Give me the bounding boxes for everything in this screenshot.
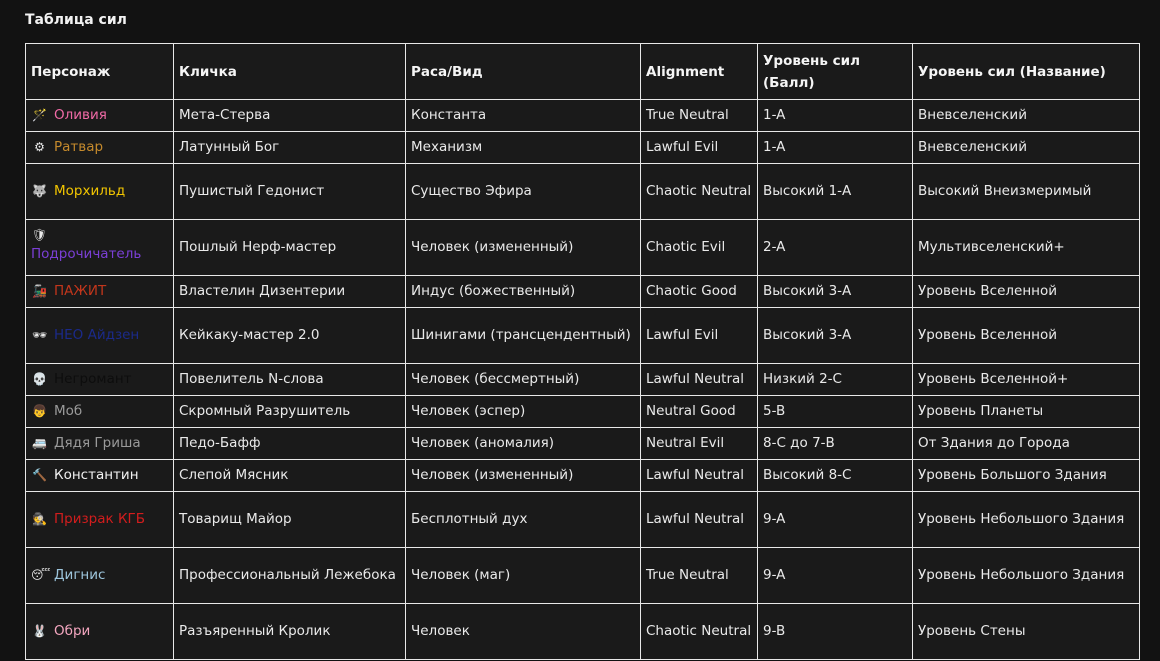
character-name: Константин	[54, 466, 139, 483]
cell-nickname: Мета-Стерва	[174, 100, 406, 132]
detective-icon: 🕵	[32, 512, 47, 527]
character-name: НЕО Айдзен	[54, 326, 140, 343]
cell-level-name: Уровень Вселенной	[913, 308, 1140, 364]
cell-alignment: Neutral Evil	[641, 428, 758, 460]
cell-race: Человек (бессмертный)	[406, 364, 641, 396]
character-name: Призрак КГБ	[54, 510, 146, 527]
cell-level-name: Уровень Стены	[913, 604, 1140, 660]
cell-character	[26, 164, 174, 220]
sleeping-face-icon: 😴	[31, 568, 51, 583]
cell-alignment: Lawful Evil	[641, 308, 758, 364]
shield-icon: 🛡	[31, 227, 48, 242]
cell-race: Человек (измененный)	[406, 220, 641, 276]
cell-level-name: Уровень Большого Здания	[913, 460, 1140, 492]
cell-race: Бесплотный дух	[406, 492, 641, 548]
cell-level-name: Уровень Вселенной+	[913, 364, 1140, 396]
cell-level-score: Высокий 3-A	[758, 308, 913, 364]
header-race: Раса/Вид	[406, 44, 641, 100]
cell-nickname: Пошлый Нерф-мастер	[174, 220, 406, 276]
cell-alignment: Chaotic Evil	[641, 220, 758, 276]
cell-nickname: Кейкаку-мастер 2.0	[174, 308, 406, 364]
wolf-icon: 🐺	[32, 184, 47, 199]
cell-nickname: Разъяренный Кролик	[174, 604, 406, 660]
cell-level-score: Высокий 3-A	[758, 276, 913, 308]
cell-alignment: Chaotic Good	[641, 276, 758, 308]
cell-alignment: Lawful Neutral	[641, 460, 758, 492]
cell-nickname: Повелитель N-слова	[174, 364, 406, 396]
cell-character	[26, 132, 174, 164]
character-name: Оливия	[54, 106, 107, 123]
cell-alignment: Lawful Neutral	[641, 364, 758, 396]
boy-icon: 👦	[32, 404, 47, 419]
table-body	[26, 100, 1140, 660]
character-name: Морхильд	[54, 182, 126, 199]
cell-character	[26, 308, 174, 364]
cell-nickname: Педо-Бафф	[174, 428, 406, 460]
cell-character	[26, 220, 174, 276]
table-row	[26, 548, 1140, 604]
cell-character	[26, 428, 174, 460]
cell-alignment: True Neutral	[641, 548, 758, 604]
table-row	[26, 604, 1140, 660]
cell-level-score: 8-C до 7-B	[758, 428, 913, 460]
cell-nickname: Профессиональный Лежебока	[174, 548, 406, 604]
cell-race: Шинигами (трансцендентный)	[406, 308, 641, 364]
cell-level-name: Мультивселенский+	[913, 220, 1140, 276]
character-name: Моб	[54, 402, 83, 419]
van-icon: 🚐	[32, 436, 47, 451]
table-row	[26, 364, 1140, 396]
cell-alignment: Chaotic Neutral	[641, 604, 758, 660]
header-level-score: Уровень сил (Балл)	[758, 44, 913, 100]
skull-icon: 💀	[32, 372, 47, 387]
table-row	[26, 100, 1140, 132]
cell-race: Индус (божественный)	[406, 276, 641, 308]
cell-race: Человек	[406, 604, 641, 660]
cell-nickname: Слепой Мясник	[174, 460, 406, 492]
character-name: ПАЖИТ	[54, 282, 107, 299]
cell-nickname: Пушистый Гедонист	[174, 164, 406, 220]
cell-level-name: Уровень Планеты	[913, 396, 1140, 428]
cell-character	[26, 396, 174, 428]
cell-level-name: Вневселенский	[913, 132, 1140, 164]
table-row	[26, 220, 1140, 276]
table-row	[26, 308, 1140, 364]
table-header-row	[26, 44, 1140, 100]
cell-character	[26, 492, 174, 548]
page-title: Таблица сил	[25, 12, 127, 28]
cell-level-score: 5-B	[758, 396, 913, 428]
character-name: Дядя Гриша	[54, 434, 141, 451]
cell-level-score: Высокий 8-C	[758, 460, 913, 492]
header-nickname: Кличка	[174, 44, 406, 100]
cell-level-score: 1-A	[758, 100, 913, 132]
character-name: Дигнис	[54, 566, 106, 583]
table-row	[26, 460, 1140, 492]
cell-level-name: Уровень Небольшого Здания	[913, 492, 1140, 548]
cell-level-score: 9-A	[758, 548, 913, 604]
cell-alignment: Chaotic Neutral	[641, 164, 758, 220]
cell-race: Человек (маг)	[406, 548, 641, 604]
cell-alignment: Neutral Good	[641, 396, 758, 428]
cell-race: Человек (эспер)	[406, 396, 641, 428]
cell-level-name: Высокий Внеизмеримый	[913, 164, 1140, 220]
character-name: Ратвар	[54, 138, 104, 155]
cell-alignment: True Neutral	[641, 100, 758, 132]
cell-character	[26, 548, 174, 604]
cell-level-score: 9-A	[758, 492, 913, 548]
cell-race: Механизм	[406, 132, 641, 164]
cell-level-score: 1-A	[758, 132, 913, 164]
rabbit-icon: 🐰	[32, 624, 47, 639]
cell-character	[26, 364, 174, 396]
character-name: Негромант	[54, 370, 132, 387]
cell-character	[26, 276, 174, 308]
character-name: Обри	[54, 622, 91, 639]
header-alignment: Alignment	[641, 44, 758, 100]
header-level-name: Уровень сил (Название)	[913, 44, 1140, 100]
cell-nickname: Властелин Дизентерии	[174, 276, 406, 308]
wand-icon: 🪄	[32, 108, 47, 123]
table-row	[26, 396, 1140, 428]
cell-level-name: От Здания до Города	[913, 428, 1140, 460]
train-icon: 🚂	[32, 284, 47, 299]
table-row	[26, 492, 1140, 548]
hammer-icon: 🔨	[32, 468, 47, 483]
cell-race: Человек (измененный)	[406, 460, 641, 492]
cell-level-score: Низкий 2-C	[758, 364, 913, 396]
cell-nickname: Скромный Разрушитель	[174, 396, 406, 428]
table-row	[26, 276, 1140, 308]
character-name: Подрочичатель	[31, 245, 142, 262]
cell-level-name: Вневселенский	[913, 100, 1140, 132]
cell-race: Существо Эфира	[406, 164, 641, 220]
cell-race: Человек (аномалия)	[406, 428, 641, 460]
power-table	[25, 43, 1140, 660]
cell-character	[26, 100, 174, 132]
table-row	[26, 428, 1140, 460]
cell-level-name: Уровень Небольшого Здания	[913, 548, 1140, 604]
cell-level-score: 9-B	[758, 604, 913, 660]
cell-nickname: Латунный Бог	[174, 132, 406, 164]
cell-character	[26, 604, 174, 660]
cell-race: Константа	[406, 100, 641, 132]
table-row	[26, 164, 1140, 220]
table-row	[26, 132, 1140, 164]
sunglasses-icon: 🕶	[31, 328, 48, 343]
cell-character	[26, 460, 174, 492]
cell-level-score: 2-A	[758, 220, 913, 276]
header-character: Персонаж	[26, 44, 174, 100]
cell-alignment: Lawful Evil	[641, 132, 758, 164]
cell-nickname: Товарищ Майор	[174, 492, 406, 548]
cell-alignment: Lawful Neutral	[641, 492, 758, 548]
cell-level-name: Уровень Вселенной	[913, 276, 1140, 308]
cell-level-score: Высокий 1-A	[758, 164, 913, 220]
gear-icon: ⚙	[34, 140, 45, 155]
